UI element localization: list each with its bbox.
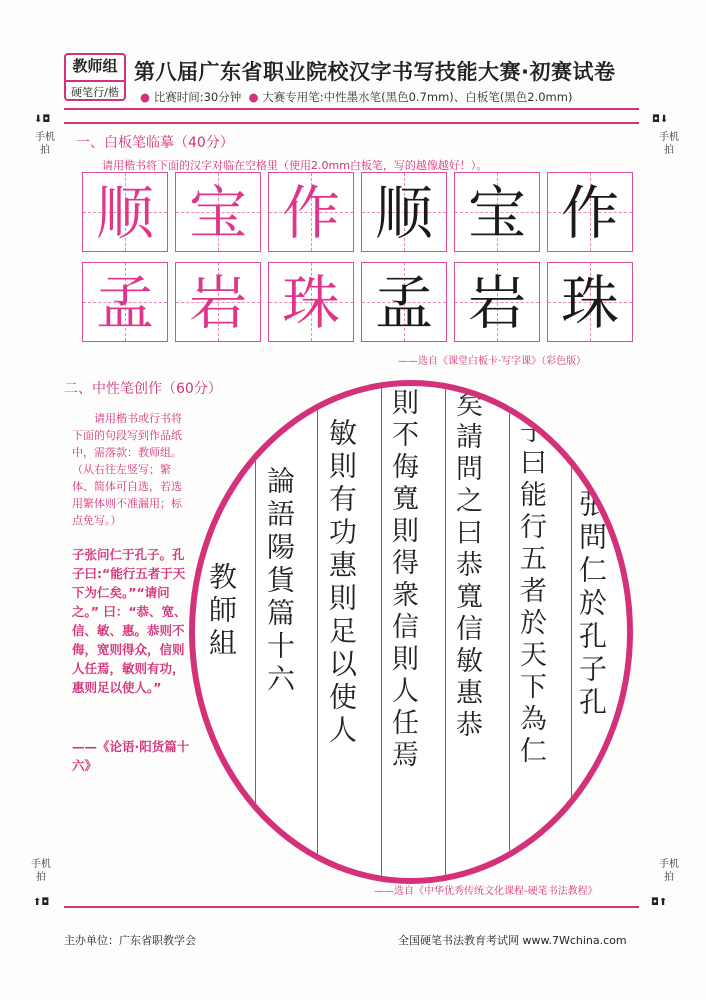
grid-cell[interactable] bbox=[268, 172, 354, 252]
camera-icon: ◘⬇ bbox=[652, 114, 669, 125]
pen-text: 大赛专用笔:中性墨水笔(黑色0.7mm)、白板笔(黑色2.0mm) bbox=[262, 90, 573, 104]
handwritten-column: 矣請問之曰恭寬信敏惠恭 bbox=[451, 390, 482, 742]
camera-icon: ◘⬆ bbox=[651, 897, 668, 908]
model-char: 宝 bbox=[188, 179, 247, 247]
grid-cell[interactable] bbox=[82, 172, 168, 252]
camera-label-br: 手机拍 bbox=[659, 859, 679, 883]
category-label: 硬笔行/楷 bbox=[64, 80, 126, 101]
bullet-icon: ● bbox=[140, 90, 154, 104]
original-text: 子张问仁于孔子。孔子曰:“能行五者于天下为仁矣。”“请问之。” 曰：“恭、宽、信、敏、惠。恭则不侮，宽则得众，信则人任焉，敏则有功，惠则足以使人。” bbox=[72, 547, 187, 695]
signature-column: 論語陽貨篇十六 bbox=[263, 466, 296, 697]
group-label: 教师组 bbox=[72, 57, 118, 75]
grid-cell[interactable] bbox=[268, 262, 354, 342]
grid-cell[interactable] bbox=[82, 262, 168, 342]
header-rule bbox=[64, 108, 639, 110]
section1-title: 一、白板笔临摹（40分） bbox=[76, 135, 234, 151]
copied-char: 顺 bbox=[374, 179, 433, 247]
header-rule-2 bbox=[64, 122, 639, 124]
camera-icon: ⬆◘ bbox=[33, 897, 50, 908]
model-char: 珠 bbox=[281, 269, 340, 337]
copied-char: 作 bbox=[560, 179, 619, 247]
model-char: 孟 bbox=[95, 269, 154, 337]
footer-rule bbox=[64, 906, 639, 908]
camera-icon: ⬇◘ bbox=[34, 114, 51, 125]
handwritten-column: 敏則有功惠則足以使人 bbox=[325, 418, 358, 748]
grid-cell[interactable] bbox=[547, 262, 633, 342]
model-char: 作 bbox=[281, 179, 340, 247]
grid-cell[interactable] bbox=[175, 262, 261, 342]
model-char: 岩 bbox=[188, 269, 247, 337]
section2-source: ——选自《中华优秀传统文化课程-硬笔书法教程》 bbox=[374, 886, 598, 897]
writing-sheet[interactable] bbox=[189, 380, 633, 884]
camera-label-bl: 手机拍 bbox=[31, 859, 51, 883]
grid-cell[interactable] bbox=[175, 172, 261, 252]
grid-cell[interactable] bbox=[361, 172, 447, 252]
original-source: ——《论语·阳货篇十六》 bbox=[72, 739, 190, 773]
organizer: 主办单位：广东省职教学会 bbox=[64, 934, 196, 947]
website[interactable]: 全国硬笔书法教育考试网 www.7Wchina.com bbox=[398, 934, 627, 947]
camera-label-tl: 手机拍 bbox=[35, 132, 55, 156]
grid-cell[interactable] bbox=[547, 172, 633, 252]
copy-grid bbox=[82, 172, 630, 345]
model-char: 顺 bbox=[95, 179, 154, 247]
copied-char: 珠 bbox=[560, 269, 619, 337]
section1-instruction: 请用楷书将下面的汉字对临在空格里（使用2.0mm白板笔，写的越像越好！）。 bbox=[102, 159, 488, 172]
subtitle bbox=[140, 89, 572, 105]
page-title: 第八届广东省职业院校汉字书写技能大赛·初赛试卷 bbox=[134, 60, 616, 84]
section2-title: 二、中性笔创作（60分） bbox=[64, 381, 222, 397]
copied-char: 宝 bbox=[467, 179, 526, 247]
grid-cell[interactable] bbox=[454, 262, 540, 342]
section2-instruction: 请用楷书或行书将下面的句段写到作品纸中，需落款：教师组。（从右往左竖写；繁体、简体可自选，若选用繁体则不准漏用；标点免写。） bbox=[72, 412, 182, 527]
grid-cell[interactable] bbox=[361, 262, 447, 342]
section1-source: ——选自《课堂白板卡·写字课》（彩色版） bbox=[398, 356, 587, 367]
handwritten-column: 子張問仁於孔子孔 bbox=[575, 456, 608, 720]
copied-char: 岩 bbox=[467, 269, 526, 337]
grid-cell[interactable] bbox=[454, 172, 540, 252]
copied-char: 孟 bbox=[374, 269, 433, 337]
camera-label-tr: 手机拍 bbox=[659, 132, 679, 156]
handwritten-column: 則不侮寬則得衆信則人任焉 bbox=[387, 388, 418, 772]
author-column: 教師組 bbox=[205, 562, 238, 661]
handwritten-column: 子曰能行五者於天下為仁 bbox=[515, 416, 546, 768]
bullet-icon: ● bbox=[244, 90, 263, 104]
time-text: 比赛时间:30分钟 bbox=[153, 90, 242, 104]
